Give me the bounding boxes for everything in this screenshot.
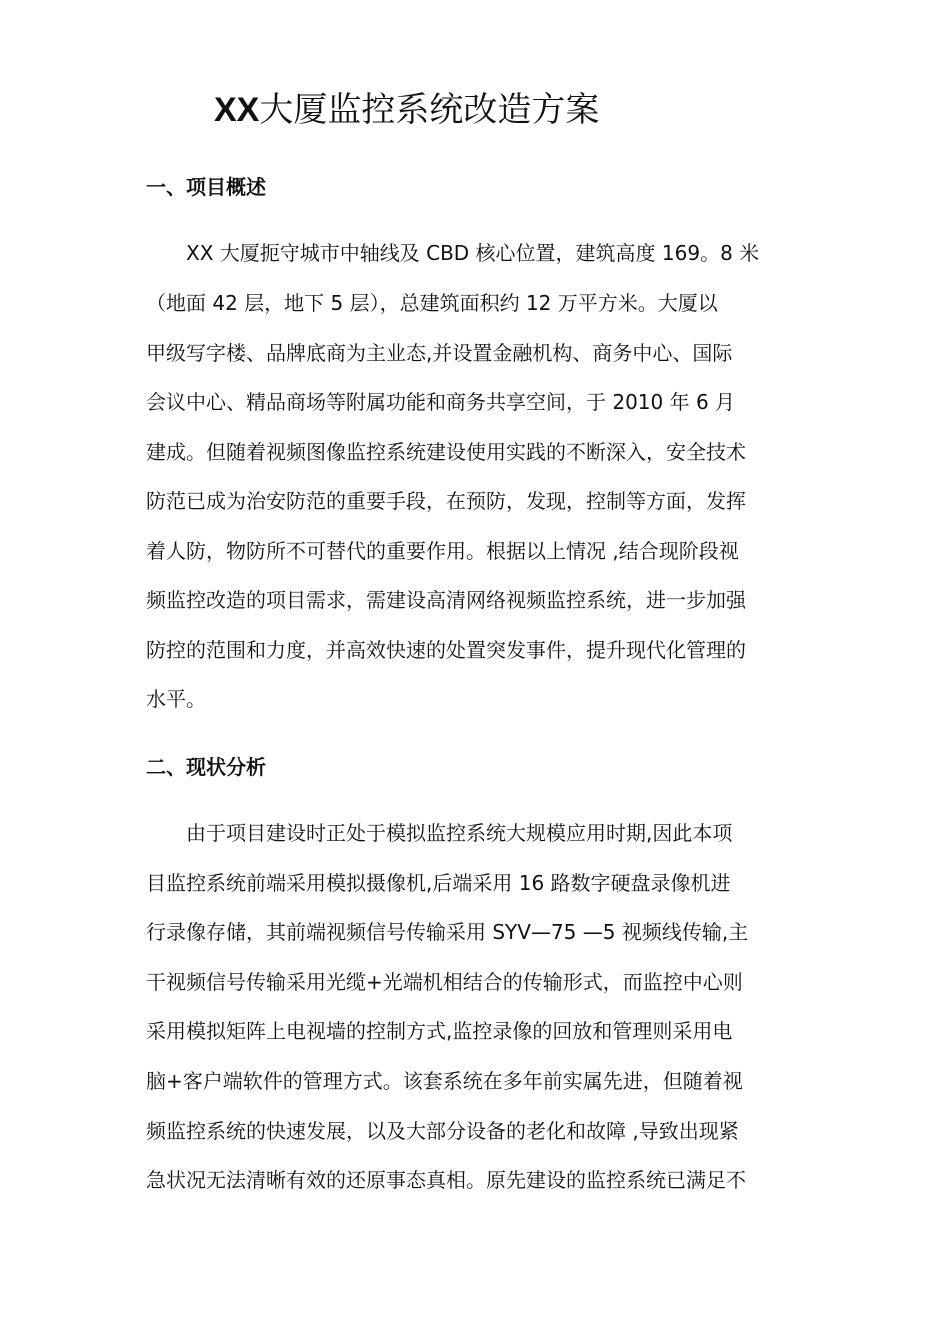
paragraph-line: XX 大厦扼守城市中轴线及 CBD 核心位置，建筑高度 169。8 米 bbox=[186, 241, 760, 265]
paragraph-line: 建成。但随着视频图像监控系统建设使用实践的不断深入，安全技术 bbox=[146, 440, 746, 464]
paragraph-line: 着人防，物防所不可替代的重要作用。根据以上情况 ,结合现阶段视 bbox=[146, 539, 739, 563]
paragraph-line: 脑+客户端软件的管理方式。该套系统在多年前实属先进，但随着视 bbox=[146, 1069, 743, 1093]
paragraph-line: 甲级写字楼、品牌底商为主业态,并设置金融机构、商务中心、国际 bbox=[146, 341, 733, 365]
section-heading-status-analysis: 二、现状分析 bbox=[146, 755, 266, 779]
document-title-prefix: XX bbox=[214, 91, 260, 129]
document-title bbox=[214, 88, 814, 132]
document-title-rest: 大厦监控系统改造方案 bbox=[259, 90, 600, 130]
section-heading-overview: 一、项目概述 bbox=[146, 175, 266, 199]
paragraph-line: 目监控系统前端采用模拟摄像机,后端采用 16 路数字硬盘录像机进 bbox=[146, 871, 731, 895]
paragraph-line: 频监控系统的快速发展，以及大部分设备的老化和故障 ,导致出现紧 bbox=[146, 1119, 739, 1143]
paragraph-line: （地面 42 层，地下 5 层），总建筑面积约 12 万平方米。大厦以 bbox=[146, 291, 718, 315]
paragraph-line: 防控的范围和力度，并高效快速的处置突发事件，提升现代化管理的 bbox=[146, 638, 746, 662]
paragraph-line: 会议中心、精品商场等附属功能和商务共享空间，于 2010 年 6 月 bbox=[146, 390, 736, 414]
paragraph-line: 水平。 bbox=[146, 687, 206, 711]
paragraph-line: 由于项目建设时正处于模拟监控系统大规模应用时期,因此本项 bbox=[186, 821, 733, 845]
paragraph-line: 干视频信号传输采用光缆+光端机相结合的传输形式，而监控中心则 bbox=[146, 970, 743, 994]
paragraph-line: 急状况无法清晰有效的还原事态真相。原先建设的监控系统已满足不 bbox=[146, 1168, 746, 1192]
paragraph-line: 防范已成为治安防范的重要手段，在预防，发现，控制等方面，发挥 bbox=[146, 489, 746, 513]
paragraph-line: 频监控改造的项目需求，需建设高清网络视频监控系统，进一步加强 bbox=[146, 588, 746, 612]
paragraph-line: 采用模拟矩阵上电视墙的控制方式,监控录像的回放和管理则采用电 bbox=[146, 1019, 733, 1043]
paragraph-line: 行录像存储，其前端视频信号传输采用 SYV—75 —5 视频线传输,主 bbox=[146, 920, 749, 944]
